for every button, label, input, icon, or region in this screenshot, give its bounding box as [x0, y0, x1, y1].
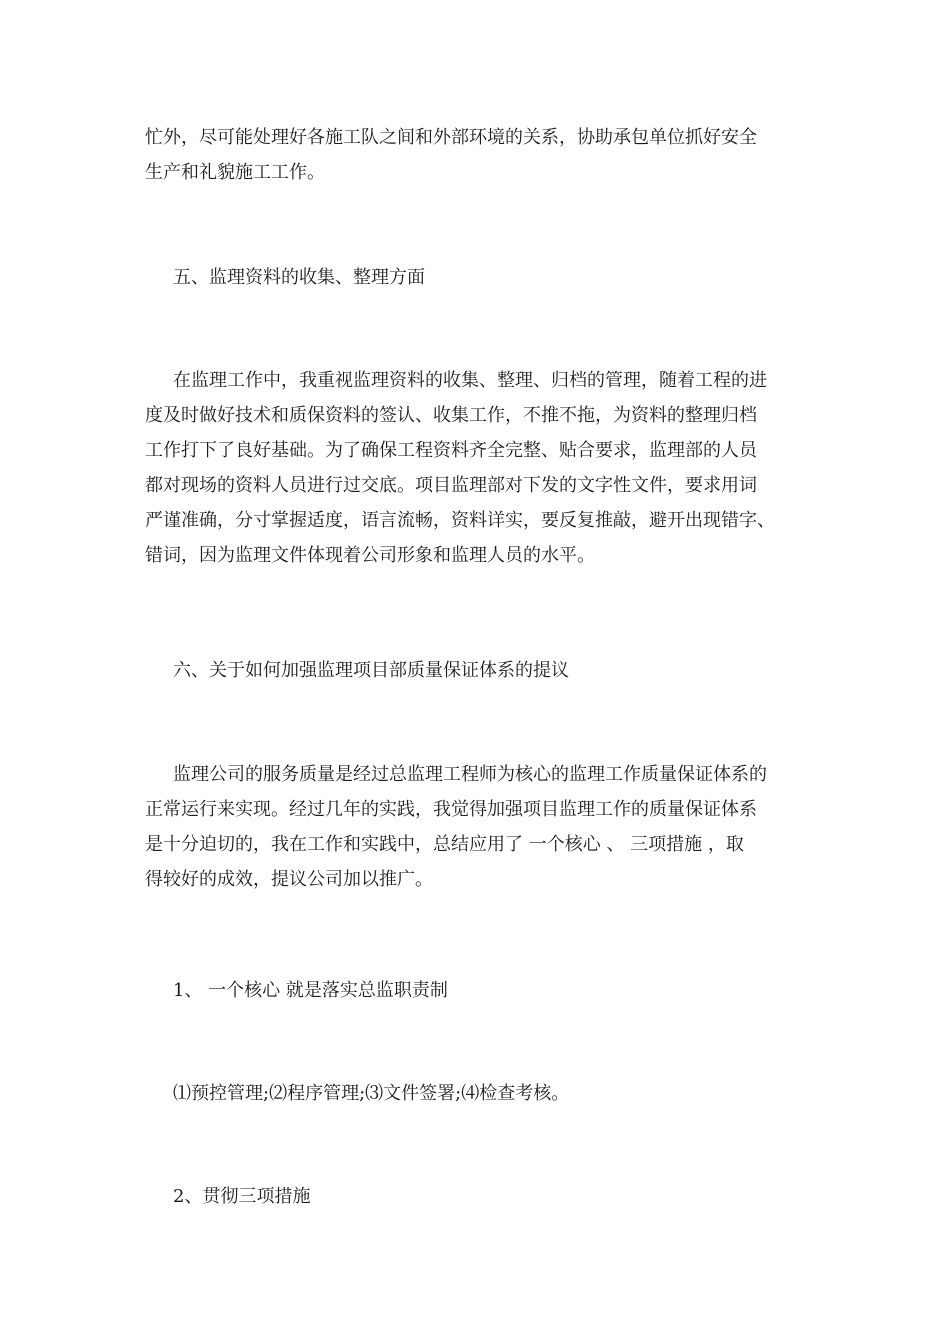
paragraph-line: 都对现场的资料人员进行过交底。项目监理部对下发的文字性文件，要求用词	[145, 475, 757, 496]
heading-text: 五、监理资料的收集、整理方面	[173, 267, 425, 288]
list-item-text: 2、贯彻三项措施	[173, 1186, 311, 1207]
paragraph-line: 监理公司的服务质量是经过总监理工程师为核心的监理工作质量保证体系的	[173, 764, 767, 785]
list-item-1	[173, 973, 813, 1008]
paragraph-line: 工作打下了良好基础。为了确保工程资料齐全完整、贴合要求，监理部的人员	[145, 440, 757, 461]
list-item-1-detail	[173, 1076, 813, 1111]
section-heading-6	[173, 653, 813, 688]
heading-text: 六、关于如何加强监理项目部质量保证体系的提议	[173, 660, 569, 681]
section-heading-5	[173, 260, 813, 295]
paragraph-section-5	[145, 363, 810, 573]
paragraph-intro	[145, 120, 810, 190]
paragraph-line: 在监理工作中，我重视监理资料的收集、整理、归档的管理，随着工程的进	[173, 370, 767, 391]
paragraph-line: 忙外，尽可能处理好各施工队之间和外部环境的关系，协助承包单位抓好安全	[145, 127, 757, 148]
paragraph-line: 正常运行来实现。经过几年的实践，我觉得加强项目监理工作的质量保证体系	[145, 799, 757, 820]
list-item-text: ⑴预控管理;⑵程序管理;⑶文件签署;⑷检查考核。	[173, 1083, 570, 1104]
paragraph-line: 是十分迫切的，我在工作和实践中，总结应用了 一个核心 、 三项措施 ，取	[145, 834, 744, 855]
paragraph-line: 错词，因为监理文件体现着公司形象和监理人员的水平。	[145, 545, 595, 566]
paragraph-line: 度及时做好技术和质保资料的签认、收集工作，不推不拖，为资料的整理归档	[145, 405, 757, 426]
paragraph-line: 严谨准确，分寸掌握适度，语言流畅，资料详实，要反复推敲，避开出现错字、	[145, 510, 775, 531]
paragraph-line: 得较好的成效，提议公司加以推广。	[145, 869, 433, 890]
paragraph-line: 生产和礼貌施工工作。	[145, 162, 325, 183]
paragraph-section-6	[145, 757, 810, 897]
list-item-2	[173, 1179, 813, 1214]
list-item-text: 1、 一个核心 就是落实总监职责制	[173, 980, 448, 1001]
